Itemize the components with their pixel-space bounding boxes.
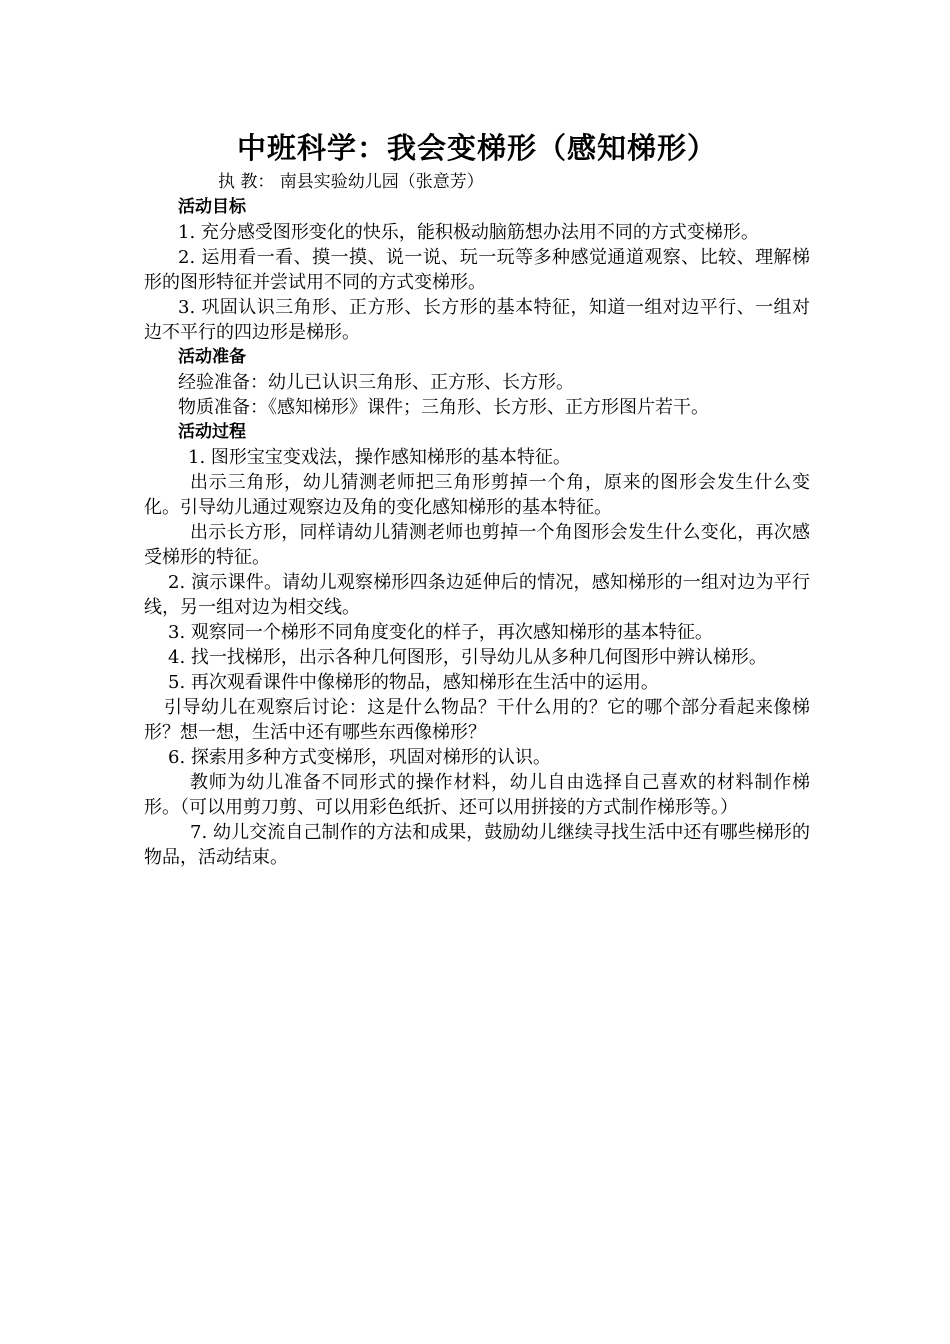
preparation-item: 经验准备：幼儿已认识三角形、正方形、长方形。 bbox=[178, 372, 574, 393]
document-title: 中班科学：我会变梯形（感知梯形） bbox=[236, 131, 717, 165]
section-heading-process: 活动过程 bbox=[178, 422, 246, 442]
process-detail: 教师为幼儿准备不同形式的操作材料，幼儿自由选择自己喜欢的材料制作梯形。（可以用剪刀剪、可以用彩色纸折、还可以用拼接的方式制作梯形等。） bbox=[144, 772, 810, 818]
process-detail: 出示长方形，同样请幼儿猜测老师也剪掉一个角图形会发生什么变化，再次感受梯形的特征。 bbox=[144, 522, 810, 568]
process-step: 2. 演示课件。请幼儿观察梯形四条边延伸后的情况，感知梯形的一组对边为平行线，另一组对边为相交线。 bbox=[144, 572, 810, 618]
process-step: 4. 找一找梯形，出示各种几何图形，引导幼儿从多种几何图形中辨认梯形。 bbox=[168, 647, 767, 668]
goal-item: 1. 充分感受图形变化的快乐，能积极动脑筋想办法用不同的方式变梯形。 bbox=[178, 222, 759, 243]
author-line: 执 教： 南县实验幼儿园（张意芳） bbox=[218, 172, 484, 192]
process-step: 1. 图形宝宝变戏法，操作感知梯形的基本特征。 bbox=[188, 447, 571, 468]
process-step: 5. 再次观看课件中像梯形的物品，感知梯形在生活中的运用。 bbox=[168, 672, 659, 693]
document-page bbox=[144, 128, 810, 870]
section-heading-preparation: 活动准备 bbox=[178, 347, 246, 367]
goal-item: 2. 运用看一看、摸一摸、说一说、玩一玩等多种感觉通道观察、比较、理解梯形的图形特征并尝试用不同的方式变梯形。 bbox=[144, 247, 810, 293]
process-step: 3. 观察同一个梯形不同角度变化的样子，再次感知梯形的基本特征。 bbox=[168, 622, 713, 643]
section-preparation bbox=[144, 345, 810, 420]
section-goals bbox=[144, 195, 810, 345]
goal-item: 3. 巩固认识三角形、正方形、长方形的基本特征，知道一组对边平行、一组对边不平行的四边形是梯形。 bbox=[144, 297, 810, 343]
process-detail: 引导幼儿在观察后讨论：这是什么物品？干什么用的？它的哪个部分看起来像梯形？想一想，生活中还有哪些东西像梯形？ bbox=[144, 697, 810, 743]
process-step: 6. 探索用多种方式变梯形，巩固对梯形的认识。 bbox=[168, 747, 551, 768]
process-detail: 出示三角形，幼儿猜测老师把三角形剪掉一个角，原来的图形会发生什么变化。引导幼儿通过观察边及角的变化感知梯形的基本特征。 bbox=[144, 472, 810, 518]
preparation-item: 物质准备：《感知梯形》课件；三角形、长方形、正方形图片若干。 bbox=[178, 397, 709, 418]
process-step: 7. 幼儿交流自己制作的方法和成果，鼓励幼儿继续寻找生活中还有哪些梯形的物品，活动结束。 bbox=[144, 822, 810, 868]
section-heading-goals: 活动目标 bbox=[178, 197, 246, 217]
section-process bbox=[144, 420, 810, 870]
